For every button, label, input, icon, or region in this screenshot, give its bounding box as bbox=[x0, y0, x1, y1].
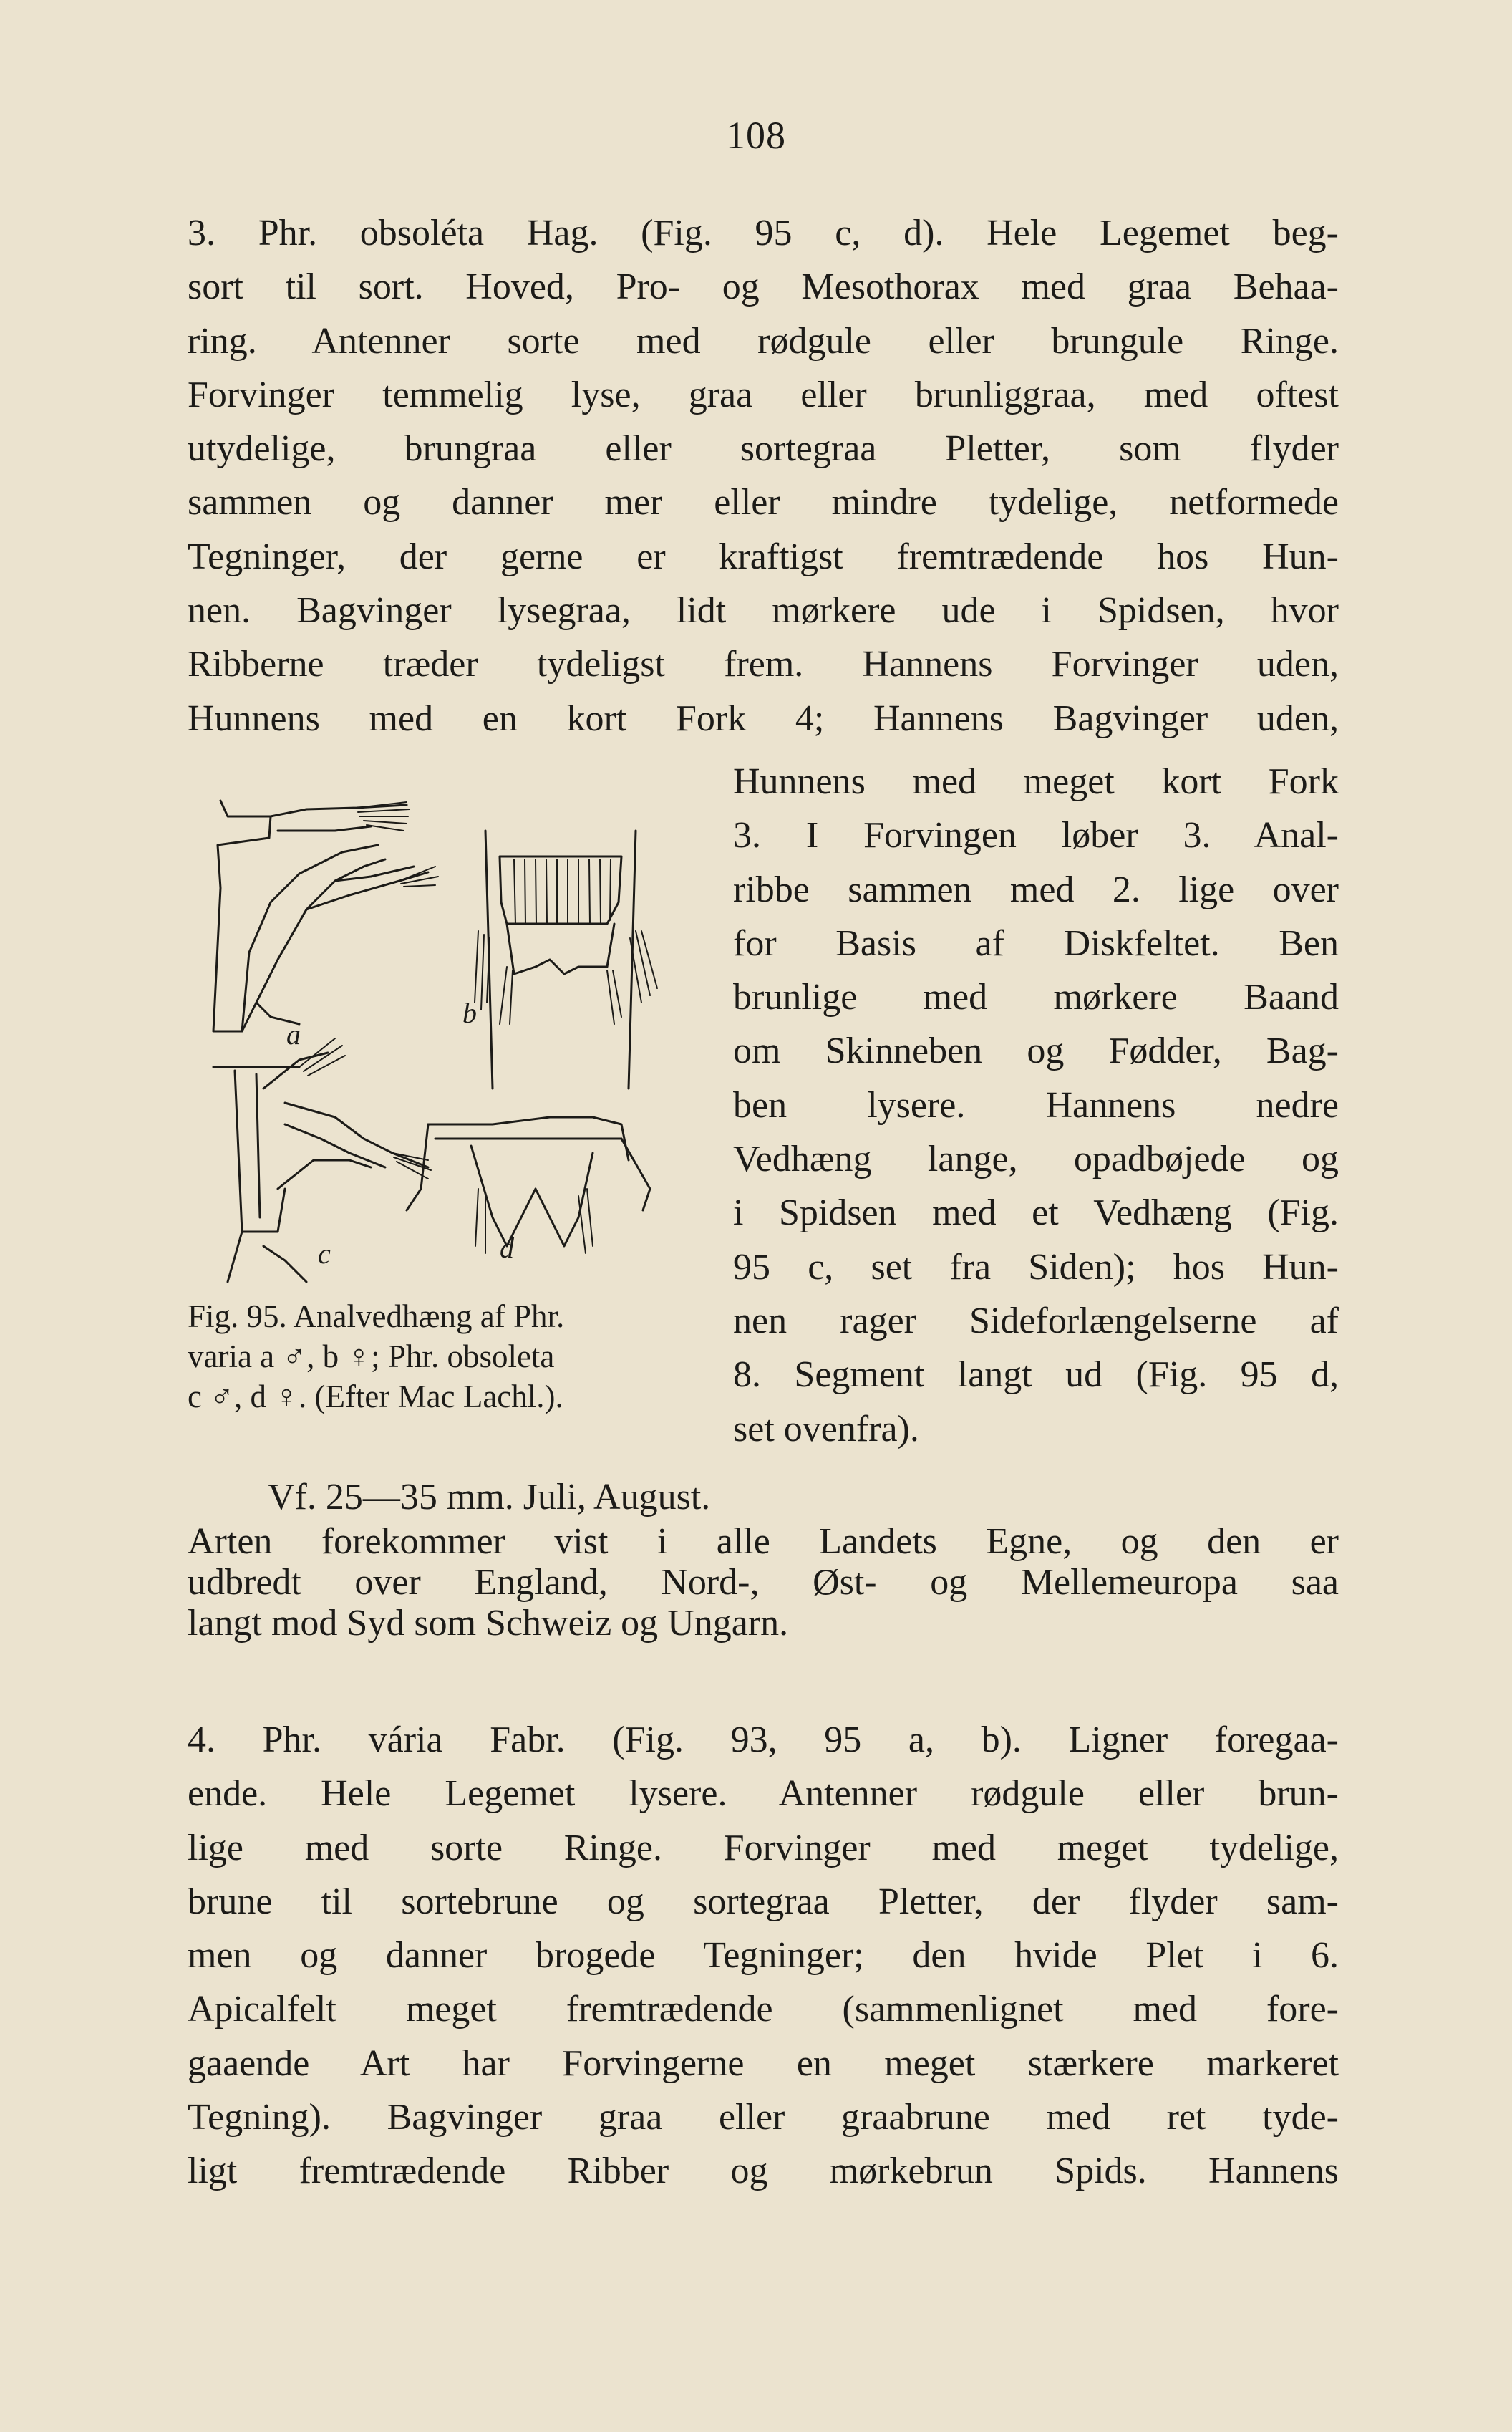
text-line: i Spidsen med et Vedhæng (Fig. bbox=[733, 1192, 1339, 1234]
text-line: for Basis af Diskfeltet. Ben bbox=[733, 922, 1339, 964]
fig-d-drawing bbox=[407, 1117, 650, 1253]
text-line: 8. Segment langt ud (Fig. 95 d, bbox=[733, 1354, 1339, 1396]
text-line: ligt fremtrædende Ribber og mørkebrun Spids. Hannens bbox=[188, 2151, 1339, 2192]
fig-label-d: d bbox=[500, 1232, 514, 1264]
text-line: Vedhæng lange, opadbøjede og bbox=[733, 1139, 1339, 1180]
text-line: set ovenfra). bbox=[733, 1408, 919, 1449]
text-line: utydelige, brungraa eller sortegraa Pletter, som flyder bbox=[188, 428, 1339, 470]
text-line: nen. Bagvinger lysegraa, lidt mørkere ude i Spidsen, hvor bbox=[188, 590, 1339, 632]
text-line: Ribberne træder tydeligst frem. Hannens Forvinger uden, bbox=[188, 644, 1339, 685]
text-line: 3. Phr. obsoléta Hag. (Fig. 95 c, d). Hele Legemet beg- bbox=[188, 213, 1339, 254]
text-line: ring. Antenner sorte med rødgule eller brungule Ringe. bbox=[188, 320, 1339, 362]
text-line: men og danner brogede Tegninger; den hvide Plet i 6. bbox=[188, 1935, 1339, 1977]
text-line: sort til sort. Hoved, Pro- og Mesothorax med graa Behaa- bbox=[188, 266, 1339, 308]
text-line: nen rager Sideforlængelserne af bbox=[733, 1300, 1339, 1341]
text-line: Arten forekommer vist i alle Landets Egne, og den er bbox=[188, 1521, 1339, 1562]
text-line: udbredt over England, Nord-, Øst- og Mellemeuropa saa bbox=[188, 1562, 1339, 1603]
text-line: langt mod Syd som Schweiz og Ungarn. bbox=[188, 1603, 789, 1644]
text-line: Tegninger, der gerne er kraftigst fremtrædende hos Hun- bbox=[188, 536, 1339, 577]
text-line: Forvinger temmelig lyse, graa eller brunliggraa, med oftest bbox=[188, 374, 1339, 415]
text-line: 3. I Forvingen løber 3. Anal- bbox=[733, 815, 1339, 856]
text-line: ben lysere. Hannens nedre bbox=[733, 1084, 1339, 1126]
text-line: ribbe sammen med 2. lige over bbox=[733, 869, 1339, 910]
page-number: 108 bbox=[726, 114, 786, 157]
caption-line: c ♂, d ♀. (Efter Mac Lachl.). bbox=[188, 1379, 563, 1414]
text-line: brunlige med mørkere Baand bbox=[733, 977, 1339, 1018]
text-line: ende. Hele Legemet lysere. Antenner rødgule eller brun- bbox=[188, 1773, 1339, 1815]
text-line: lige med sorte Ringe. Forvinger med meget tydelige, bbox=[188, 1827, 1339, 1868]
fig-b-drawing bbox=[475, 831, 657, 1089]
text-line: om Skinneben og Fødder, Bag- bbox=[733, 1031, 1339, 1072]
text-line: brune til sortebrune og sortegraa Pletter, der flyder sam- bbox=[188, 1881, 1339, 1922]
caption-line: Fig. 95. Analvedhæng af Phr. bbox=[188, 1298, 565, 1334]
text-line: Hunnens med en kort Fork 4; Hannens Bagvinger uden, bbox=[188, 698, 1339, 739]
caption-line: varia a ♂, b ♀; Phr. obsoleta bbox=[188, 1338, 555, 1374]
fig-label-c: c bbox=[318, 1237, 331, 1270]
fig-a-drawing bbox=[213, 801, 438, 1031]
text-line: Apicalfelt meget fremtrædende (sammenlignet med fore- bbox=[188, 1989, 1339, 2030]
text-line: sammen og danner mer eller mindre tydelige, netformede bbox=[188, 482, 1339, 523]
species-3-wrapped-text bbox=[733, 755, 1339, 1456]
wingspan-season-line: Vf. 25—35 mm. Juli, August. bbox=[268, 1477, 711, 1517]
fig-label-a: a bbox=[286, 1018, 301, 1051]
text-line: Hunnens med meget kort Fork bbox=[733, 761, 1339, 802]
distribution-paragraph bbox=[188, 1521, 1339, 1644]
figure-95-caption bbox=[188, 1296, 717, 1417]
text-line: gaaende Art har Forvingerne en meget stærkere markeret bbox=[188, 2042, 1339, 2084]
species-3-paragraph bbox=[188, 206, 1339, 745]
text-line: Tegning). Bagvinger graa eller graabrune med ret tyde- bbox=[188, 2097, 1339, 2138]
figure-95-drawing bbox=[192, 788, 693, 1289]
text-line: 4. Phr. vária Fabr. (Fig. 93, 95 a, b). Ligner foregaa- bbox=[188, 1719, 1339, 1760]
text-line: 95 c, set fra Siden); hos Hun- bbox=[733, 1246, 1339, 1288]
fig-label-b: b bbox=[462, 997, 477, 1029]
species-4-paragraph bbox=[188, 1713, 1339, 2199]
